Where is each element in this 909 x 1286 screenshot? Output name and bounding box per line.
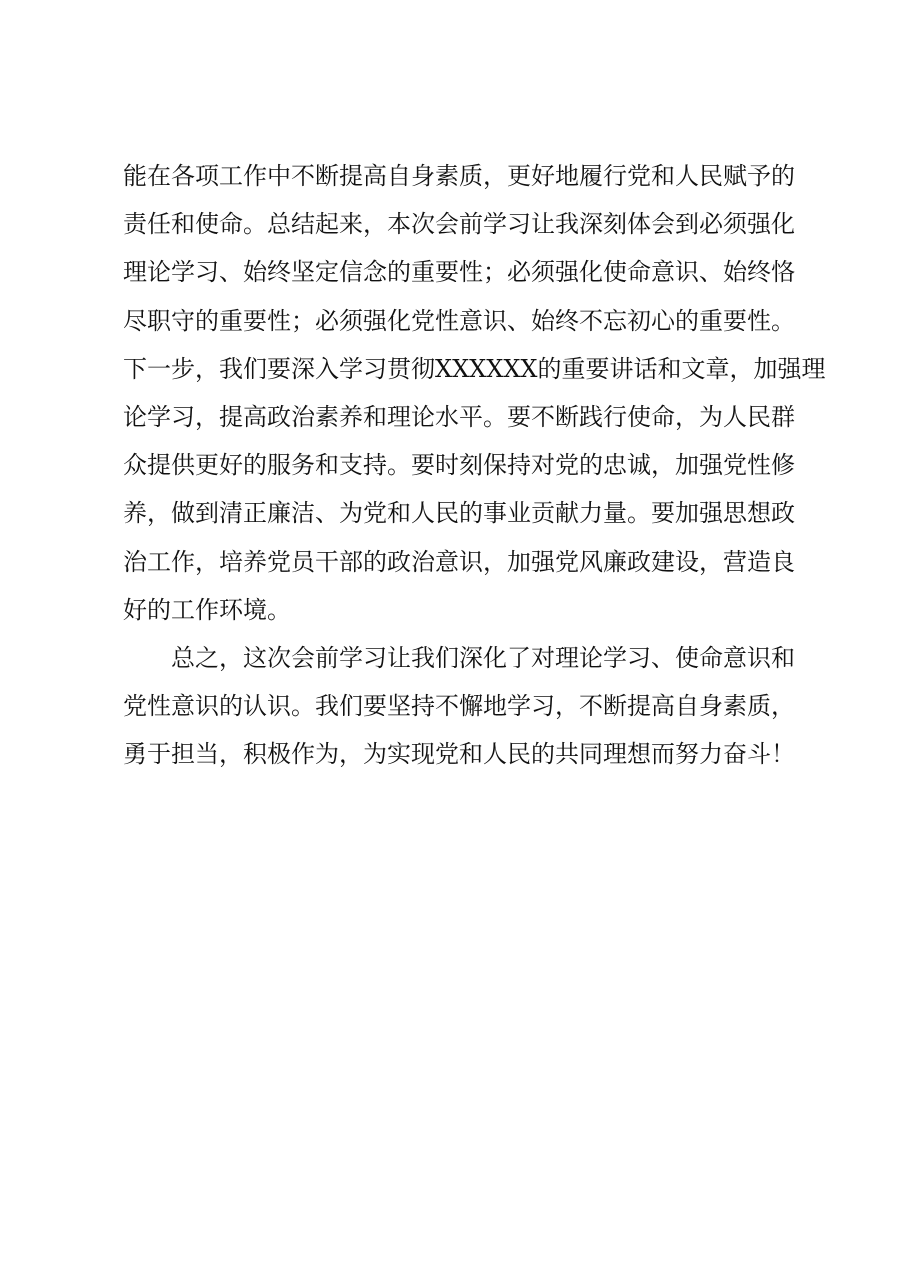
text-line: 责任和使命。总结起来，本次会前学习让我深刻体会到必须强化 <box>123 210 795 239</box>
text-line: 好的工作环境。 <box>123 595 291 624</box>
text-line: 勇于担当，积极作为，为实现党和人民的共同理想而努力奋斗！ <box>123 740 795 769</box>
paragraph-first-line: 总之，这次会前学习让我们深化了对理论学习、使命意识和 <box>171 643 795 672</box>
document-body <box>123 158 826 772</box>
text-line: 众提供更好的服务和支持。要时刻保持对党的忠诚，加强党性修 <box>123 451 795 480</box>
text-line: 理论学习、始终坚定信念的重要性；必须强化使命意识、始终恪 <box>123 258 795 287</box>
text-line: 下一步，我们要深入学习贯彻XXXXXX的重要讲话和文章，加强理 <box>123 354 826 383</box>
text-line: 能在各项工作中不断提高自身素质，更好地履行党和人民赋予的 <box>123 162 795 190</box>
text-line: 养，做到清正廉洁、为党和人民的事业贡献力量。要加强思想政 <box>123 499 795 528</box>
text-line: 论学习，提高政治素养和理论水平。要不断践行使命，为人民群 <box>123 402 795 431</box>
text-line: 尽职守的重要性；必须强化党性意识、始终不忘初心的重要性。 <box>123 306 795 335</box>
text-line: 党性意识的认识。我们要坚持不懈地学习，不断提高自身素质， <box>123 692 795 721</box>
text-line: 治工作，培养党员干部的政治意识，加强党风廉政建设，营造良 <box>123 547 795 576</box>
